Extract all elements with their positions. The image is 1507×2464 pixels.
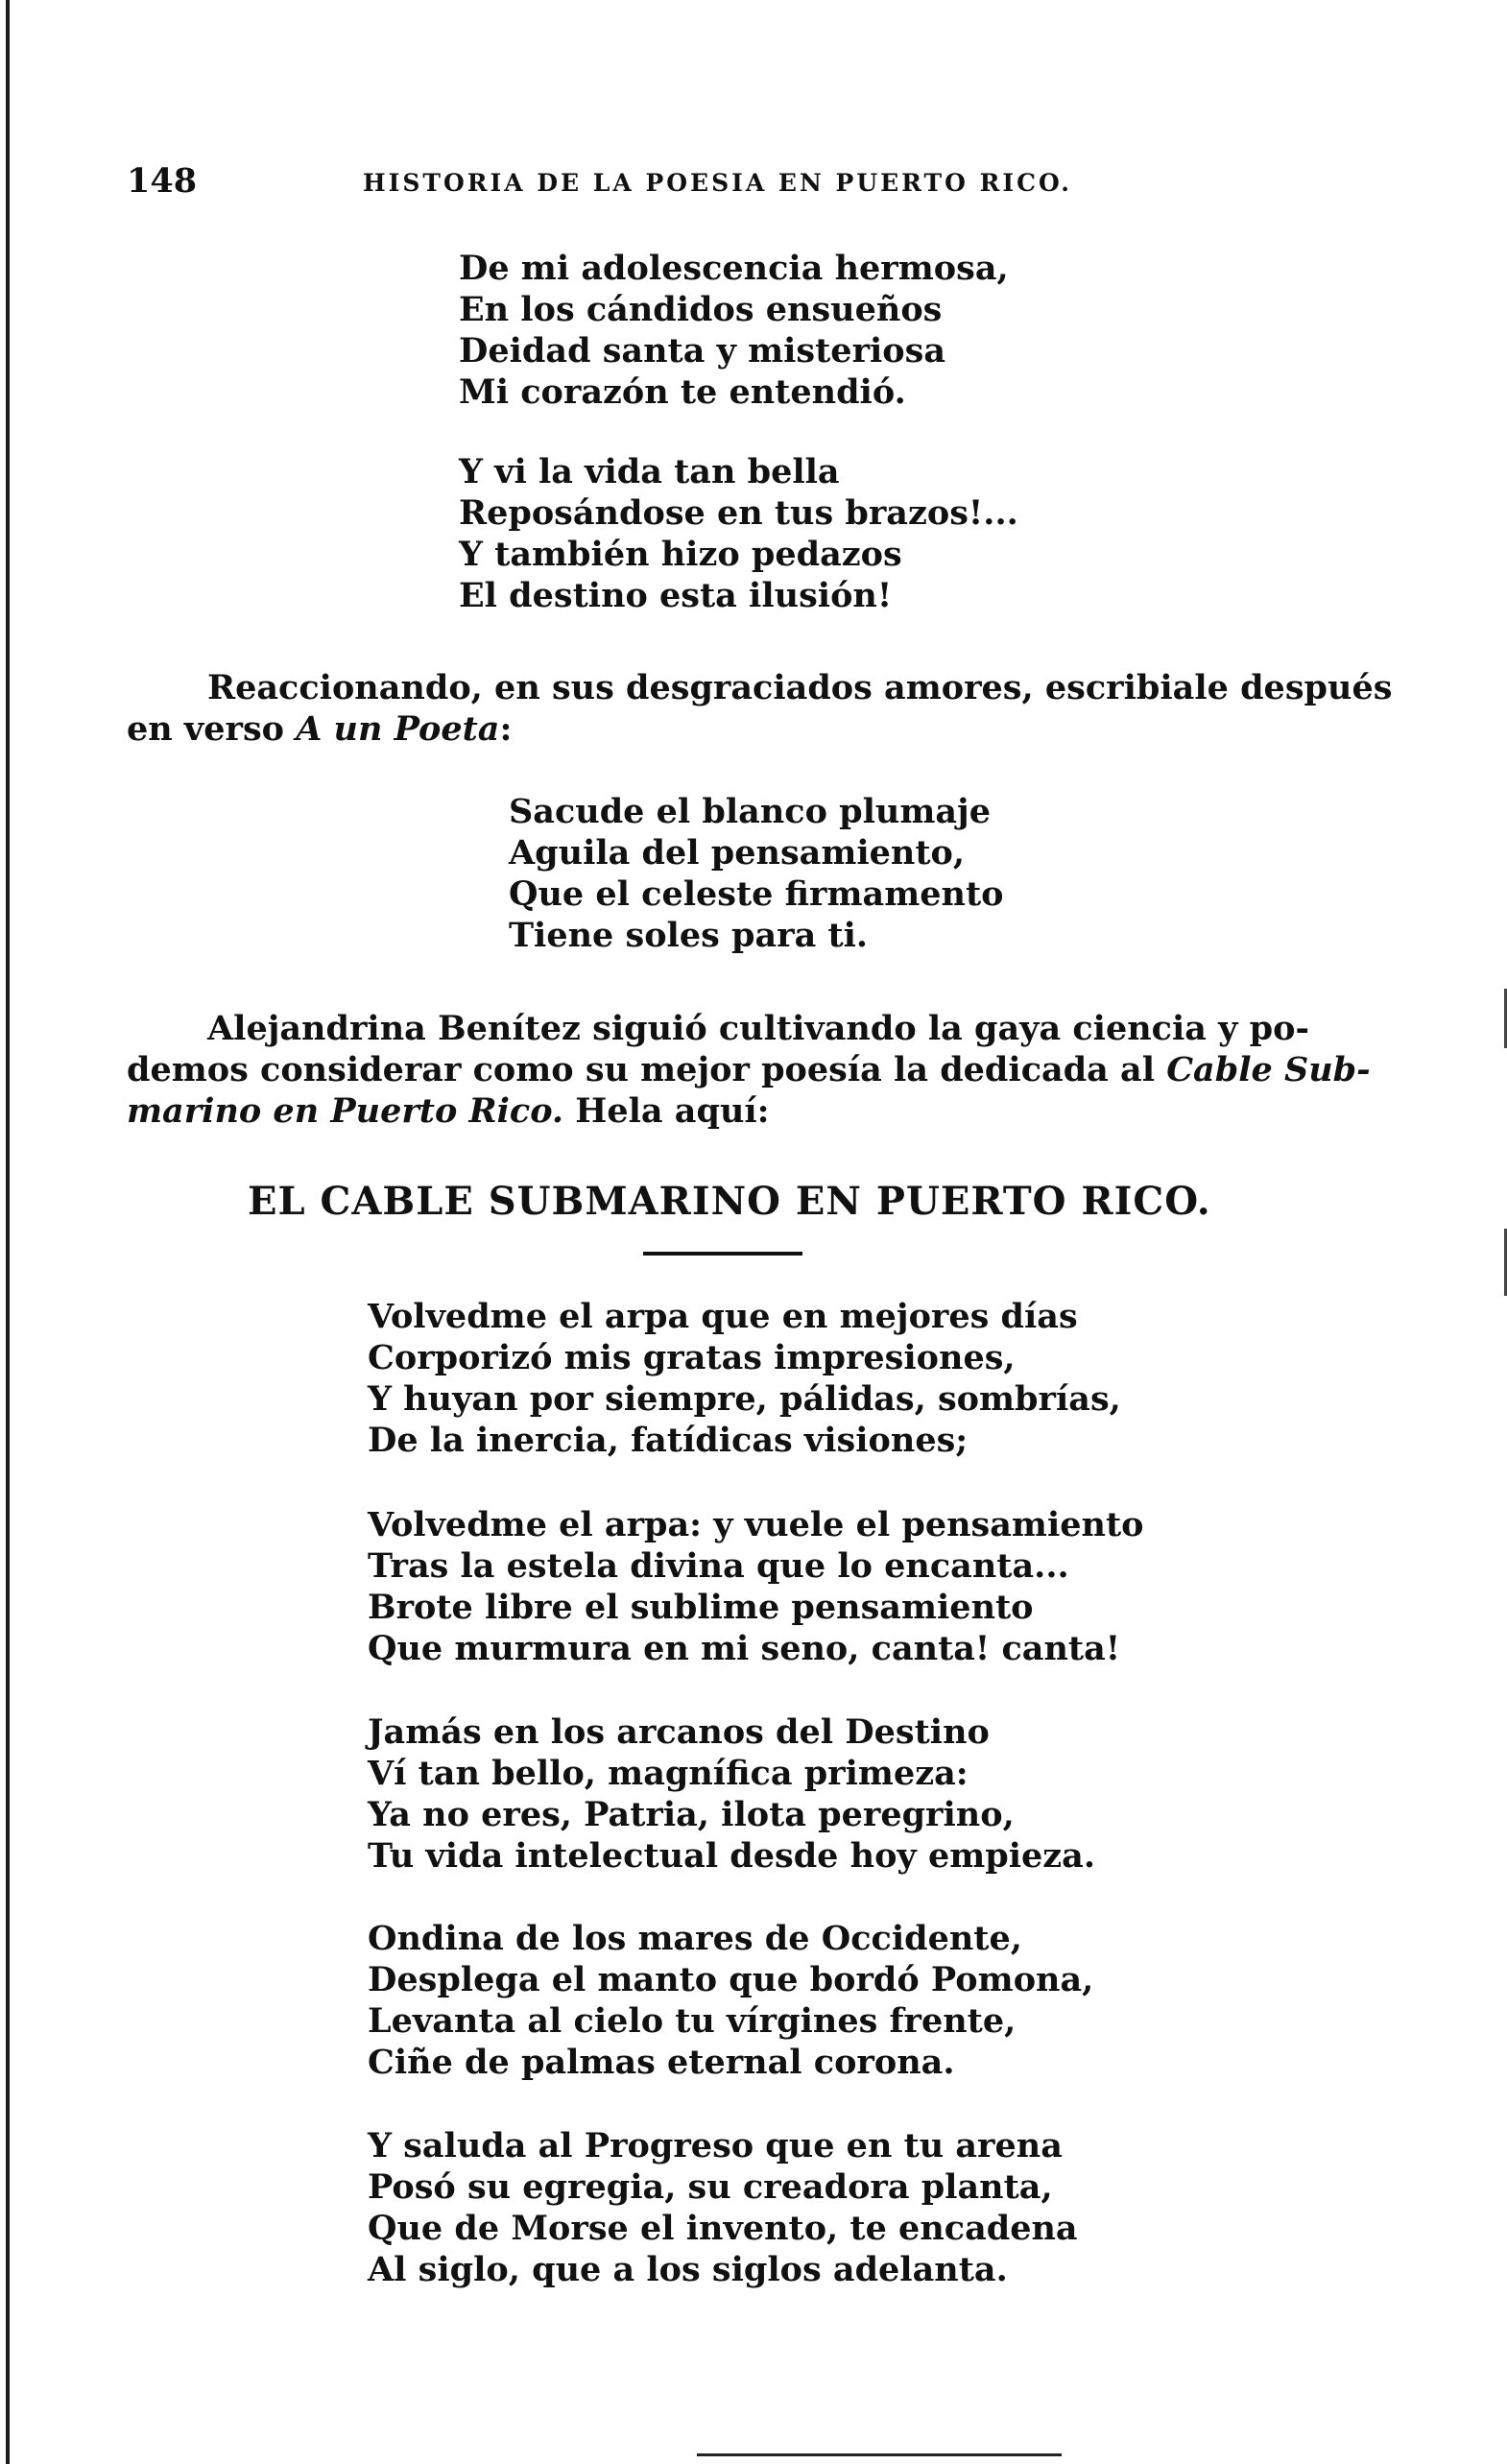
verse-line: Que de Morse el invento, te encadena — [368, 2209, 1078, 2248]
verse-line: Que el celeste firmamento — [509, 874, 1004, 914]
stanza-3 — [509, 791, 1003, 956]
verse-line: Que murmura en mi seno, canta! canta! — [368, 1629, 1121, 1668]
verse-line: Reposándose en tus brazos!... — [459, 493, 1018, 533]
verse-line: Ondina de los mares de Occidente, — [368, 1919, 1022, 1958]
verse-line: Jamás en los arcanos del Destino — [368, 1712, 990, 1752]
verse-line: De mi adolescencia hermosa, — [459, 249, 1009, 288]
verse-line: Ya no eres, Patria, ilota peregrino, — [368, 1795, 1015, 1834]
verse-line: Brote libre el sublime pensamiento — [368, 1588, 1034, 1627]
poem-stanza-2 — [368, 1504, 1143, 1669]
bottom-edge-rule — [697, 2453, 1062, 2456]
poem-title-reference: A un Poeta — [296, 709, 500, 749]
verse-line: El destino esta ilusión! — [459, 576, 893, 615]
verse-line: Ví tan bello, magnífica primeza: — [368, 1754, 969, 1793]
poem-stanza-1 — [368, 1296, 1121, 1461]
poem-stanza-5 — [368, 2125, 1078, 2290]
verse-line: Tras la estela divina que lo encanta... — [368, 1546, 1069, 1586]
poem-title-reference: Cable Sub- — [1166, 1050, 1371, 1089]
prose-line: marino en Puerto Rico. Hela aquí: — [127, 1091, 770, 1131]
poem-stanza-4 — [368, 1918, 1093, 2083]
verse-line: Posó su egregia, su creadora planta, — [368, 2167, 1053, 2207]
stanza-2 — [459, 451, 1018, 616]
stanza-1 — [459, 248, 1009, 413]
poem-title-reference: marino en Puerto Rico. — [127, 1091, 564, 1131]
verse-line: Volvedme el arpa que en mejores días — [368, 1297, 1078, 1336]
verse-line: En los cándidos ensueños — [459, 290, 943, 329]
verse-line: Y huyan por siempre, pálidas, sombrías, — [368, 1379, 1121, 1419]
paragraph-2 — [127, 1008, 1371, 1132]
verse-line: Tu vida intelectual desde hoy empieza. — [368, 1836, 1096, 1876]
poem-title: EL CABLE SUBMARINO EN PUERTO RICO. — [248, 1179, 1211, 1224]
verse-line: Deidad santa y misteriosa — [459, 331, 946, 371]
verse-line: Ciñe de palmas eternal corona. — [368, 2043, 955, 2082]
poem-stanza-3 — [368, 1711, 1095, 1877]
prose-line: Reaccionando, en sus desgraciados amores, escribiale después — [207, 668, 1393, 707]
verse-line: Levanta al cielo tu vírgines frente, — [368, 2001, 1017, 2041]
verse-line: Mi corazón te entendió. — [459, 372, 906, 412]
prose-line: en verso A un Poeta: — [127, 709, 513, 749]
verse-line: Al siglo, que a los siglos adelanta. — [368, 2250, 1008, 2289]
running-head: HISTORIA DE LA POESIA EN PUERTO RICO. — [363, 169, 1072, 197]
verse-line: Sacude el blanco plumaje — [509, 792, 991, 831]
paragraph-1 — [127, 667, 1393, 750]
verse-line: Volvedme el arpa: y vuele el pensamiento — [368, 1505, 1144, 1544]
verse-line: Y también hizo pedazos — [459, 535, 902, 574]
page-header — [127, 161, 1430, 209]
title-divider — [643, 1252, 802, 1256]
verse-line: De la inercia, fatídicas visiones; — [368, 1421, 969, 1460]
page-number: 148 — [127, 161, 198, 201]
verse-line: Aguila del pensamiento, — [509, 833, 966, 873]
prose-line: demos considerar como su mejor poesía la dedicada al Cable Sub- — [127, 1050, 1371, 1089]
prose-line: Alejandrina Benítez siguió cultivando la gaya ciencia y po- — [207, 1009, 1310, 1048]
verse-line: Y vi la vida tan bella — [459, 452, 840, 491]
verse-line: Desplega el manto que bordó Pomona, — [368, 1960, 1094, 1999]
verse-line: Tiene soles para ti. — [509, 916, 869, 955]
verse-line: Corporizó mis gratas impresiones, — [368, 1338, 1016, 1377]
verse-line: Y saluda al Progreso que en tu arena — [368, 2126, 1063, 2165]
